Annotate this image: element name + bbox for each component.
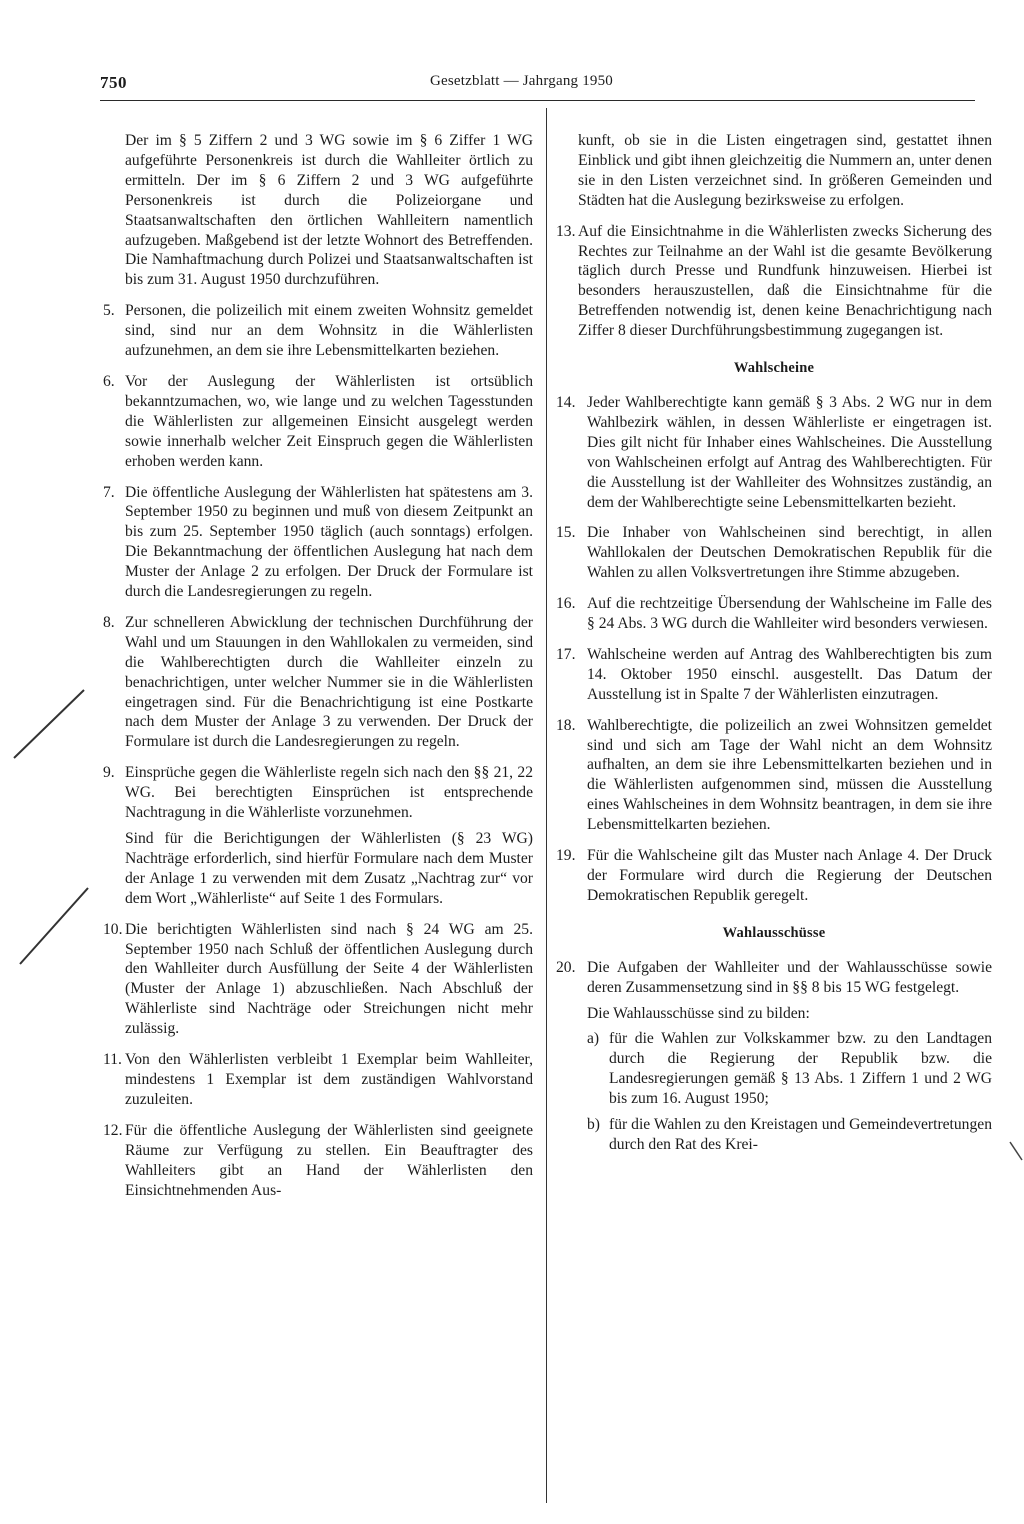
item-text: Die öffentliche Auslegung der Wählerlisten hat spätestens am 3. September 1950 zu beginnen und muß von diesem Zeitpunkt an bis zum 25. September 1950 täglich (auch sonntags) erfolgen. Die Bekanntmachung der öffentlichen Auslegung hat nach dem Muster der Anlage 2 zu erfolgen. Der Druck der Formulare ist durch die Landesregierungen zu regeln. [125,483,533,601]
list-item-14 [556,393,992,512]
list-item-12 [103,1121,533,1201]
item-text: Wahlberechtigte, die polizeilich an zwei Wohnsitzen gemeldet sind und sich am Tage der Wahl nicht an dem Wohnsitz aufhalten, an dem sie ihre Lebensmittelkarten beziehen und in die Wählerlisten aufgenommen sind, müssen die Ausstellung eines Wahlscheines in dem Wohnsitz beantragen, in dem sie ihre Lebensmittelkarten beziehen. [587,716,992,834]
list-item-5 [103,301,533,361]
list-item-16 [556,594,992,634]
continuation-text: kunft, ob sie in die Listen eingetragen sind, gestattet ihnen Einblick und gibt ihnen gleichzeitig die Nummern an, unter denen sie in den Listen verzeichnet sind. In größeren Gemeinden und Städten hat die Auslegung bezirksweise zu erfolgen. [578,132,992,209]
item-number: 5. [103,302,115,320]
sub-item-label: a) [587,1030,600,1048]
list-item-18 [556,716,992,835]
item-number: 19. [556,847,576,865]
section-heading-wahlausschuesse: Wahlausschüsse [722,924,826,941]
item-text: Wahlscheine werden auf Antrag des Wahlberechtigten bis zum 14. Oktober 1950 einschl. ausgestellt. Das Datum der Ausstellung ist in Spalte 7 der Wählerlisten einzutragen. [587,645,992,703]
item-text-continued: Sind für die Berichtigungen der Wählerlisten (§ 23 WG) Nachträge erforderlich, sind hierfür Formulare nach dem Muster der Anlage 1 zu verwenden mit dem Zusatz „Nachtrag zur“ vor dem Wort „Wählerliste“ auf Seite 1 des Formulars. [125,830,533,907]
item-text: Jeder Wahlberechtigte kann gemäß § 3 Abs. 2 WG nur in dem Wahlbezirk wählen, in dessen Wählerliste er eingetragen ist. Dies gilt nicht für Inhaber eines Wahlscheines. Die Ausstellung von Wahlscheinen erfolgt auf Antrag des Wahlberechtigten. Für die Ausstellung ist der Wahlleiter des Wohnsitzes zuständig, an dem der Wahlberechtigte seine Lebensmittelkarten bezieht. [587,393,992,511]
page-number: 750 [100,73,127,92]
list-item-11 [103,1050,533,1110]
section-heading-wahlscheine: Wahlscheine [733,360,815,377]
list-item-10 [103,920,533,1039]
list-item-9 [103,763,533,908]
sub-item-label: b) [587,1116,600,1134]
item-number: 20. [556,958,576,976]
item-text: Einsprüche gegen die Wählerliste regeln sich nach den §§ 21, 22 WG. Bei berechtigten Einsprüchen ist entsprechende Nachtragung in die Wählerliste vorzunehmen. [125,764,533,822]
item-number: 16. [556,595,576,613]
item-text: Die Inhaber von Wahlscheinen sind berechtigt, in allen Wahllokalen der Deutschen Demokratischen Republik für die Wahlen zu allen Volksvertretungen ihre Stimme abzugeben. [587,524,992,582]
pencil-mark-lower [14,884,94,970]
item-number: 12. [103,1121,123,1139]
item-text: Die Aufgaben der Wahlleiter und der Wahlausschüsse sowie deren Zusammensetzung sind in §§ 8 bis 15 WG festgelegt. [587,958,992,996]
header-rule [100,100,975,101]
item-number: 6. [103,372,115,390]
item-text: Die berichtigten Wählerlisten sind nach § 24 WG am 25. September 1950 nach Schluß der öffentlichen Auslegung durch den Wahlleiter durch Ausfüllung der Seite 4 der Wählerlisten (Muster der Anlage 1) abzuschließen. Nach Abschluß der Wählerliste sind Nachträge oder Streichungen nicht mehr zulässig. [125,920,533,1038]
item-number: 13. [556,222,576,240]
item-number: 15. [556,524,576,542]
item-number: 8. [103,613,115,631]
item-text: Für die öffentliche Auslegung der Wählerlisten sind geeignete Räume zur Verfügung zu stellen. Ein Beauftragter des Wahlleiters gibt an Hand der Wählerlisten den Einsichtnehmenden Aus- [125,1121,533,1199]
item-text: Personen, die polizeilich mit einem zweiten Wohnsitz gemeldet sind, sind nur an dem Wohnsitz in die Wählerlisten aufzunehmen, an dem sie ihre Lebensmittelkarten beziehen. [125,302,533,360]
intro-paragraph [103,131,533,290]
sub-item-text: für die Wahlen zu den Kreistagen und Gemeindevertretungen durch den Rat des Krei- [609,1116,992,1153]
left-column [103,131,533,1211]
list-item-20 [556,958,992,1155]
item-number: 18. [556,716,576,734]
sub-item-text: für die Wahlen zur Volkskammer bzw. zu den Landtagen durch die Regierung der Republik bzw. die Landesregierungen gemäß § 13 Abs. 1 Ziffern 1 und 2 WG bis zum 16. August 1950; [609,1030,992,1108]
pencil-mark-right [1008,1140,1024,1164]
continuation-paragraph [556,131,992,211]
pencil-mark-upper [8,686,88,766]
right-column [556,131,992,1166]
list-item-19 [556,846,992,906]
sub-item-b [587,1115,992,1155]
item-text: Von den Wählerlisten verbleibt 1 Exemplar beim Wahlleiter, mindestens 1 Exemplar ist dem zuständigen Wahlvorstand zuzuleiten. [125,1051,533,1108]
item-text-continued: Die Wahlausschüsse sind zu bilden: [587,1004,810,1022]
intro-text: Der im § 5 Ziffern 2 und 3 WG sowie im § 6 Ziffer 1 WG aufgeführte Personenkreis ist durch die Wahlleiter örtlich zu ermitteln. Der im § 6 Ziffern 2 und 3 WG aufgeführte Personenkreis ist durch die Polizeiorgane und Staatsanwaltschaften den örtlichen Wahlleitern namentlich aufzugeben. Maßgebend ist der letzte Wohnort des Betreffenden. Die Namhaftmachung durch Polizei und Staatsanwaltschaften ist bis zum 31. August 1950 durchzuführen. [125,132,533,289]
sub-item-a [587,1029,992,1109]
running-title: Gesetzblatt — Jahrgang 1950 [430,73,613,89]
item-number: 10. [103,920,123,938]
item-text: Vor der Auslegung der Wählerlisten ist ortsüblich bekanntzumachen, wo, wie lange und zu welchen Tagesstunden die Wählerlisten zur allgemeinen Einsicht ausgelegt werden sowie innerhalb welcher Zeit Einspruch gegen die Wählerlisten erhoben werden kann. [125,372,533,470]
item-number: 17. [556,645,576,663]
item-number: 7. [103,483,115,501]
list-item-8 [103,613,533,752]
item-number: 11. [103,1051,122,1069]
item-text: Für die Wahlscheine gilt das Muster nach Anlage 4. Der Druck der Formulare wird durch die Regierung der Deutschen Demokratischen Republik geregelt. [587,847,992,904]
list-item-13 [556,222,992,341]
item-text: Auf die Einsichtnahme in die Wählerlisten zwecks Sicherung des Rechtes zur Teilnahme an der Wahl ist die gesamte Bevölkerung täglich durch Presse und Rundfunk hinzuweisen. Hierbei ist besonders herauszustellen, daß die Einsichtnahme für die Betreffenden notwendig ist, denen keine Benachrichtigung nach Ziffer 8 dieser Durchführungsbestimmung zugegangen ist. [578,222,992,340]
list-item-7 [103,483,533,602]
list-item-15 [556,523,992,583]
item-text: Auf die rechtzeitige Übersendung der Wahlscheine im Falle des § 24 Abs. 3 WG durch die Wahlleiter wird besonders verwiesen. [587,595,992,633]
list-item-6 [103,372,533,472]
item-text: Zur schnelleren Abwicklung der technischen Durchführung der Wahl und um Stauungen in den Wahllokalen zu vermeiden, sind die Wahlberechtigten durch die Wahlleiter einzeln zu benachrichtigen, unter welcher Nummer sie in die Wählerlisten eingetragen sind. Für die Benachrichtigung ist eine Postkarte nach dem Muster der Anlage 3 zu verwenden. Der Druck der Formulare ist durch die Landesregierungen zu regeln. [125,613,533,751]
column-divider [546,108,547,1503]
item-number: 14. [556,393,576,411]
page-header [100,73,970,99]
item-number: 9. [103,764,115,782]
list-item-17 [556,645,992,705]
